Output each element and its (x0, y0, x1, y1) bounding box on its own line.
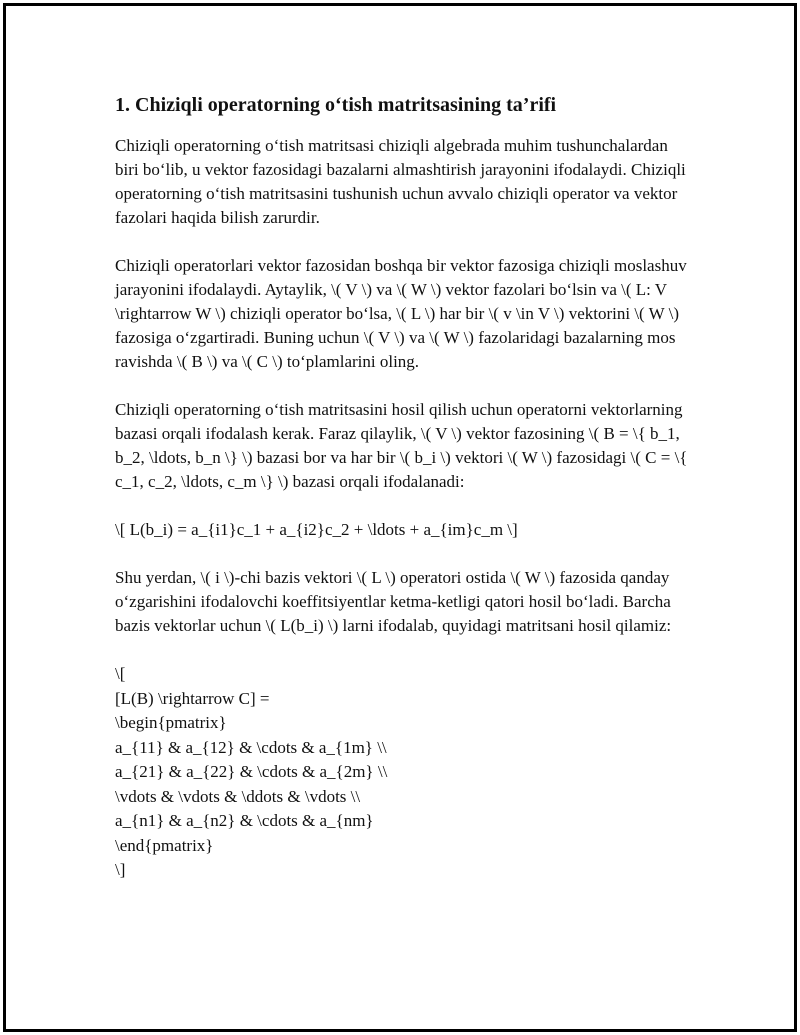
matrix-line: \[ (115, 664, 126, 683)
matrix-line: a_{n1} & a_{n2} & \cdots & a_{nm} (115, 811, 374, 830)
basis-formula: \[ L(b_i) = a_{i1}c_1 + a_{i2}c_2 + \ldots + a_{im}c_m \] (115, 520, 518, 539)
matrix-line: \] (115, 860, 126, 879)
matrix-formula (115, 662, 695, 883)
matrix-line: a_{11} & a_{12} & \cdots & a_{1m} \\ (115, 737, 387, 757)
matrix-line: \vdots & \vdots & \ddots & \vdots \\ (115, 786, 361, 806)
paragraph-intro: Chiziqli operatorning o‘tish matritsasi chiziqli algebrada muhim tushunchalardan biri bo‘lib, u vektor fazosidagi bazalarni almashtirish jarayonini ifodalaydi. Chiziqli operatorning o‘tish matritsasini tushunish uchun avvalo chiziqli operator va vektor fazolari haqida bilish zarurdir. (115, 136, 686, 227)
document-body (115, 92, 695, 883)
paragraph-basis: Chiziqli operatorning o‘tish matritsasini hosil qilish uchun operatorni vektorlarning bazasi orqali ifodalash kerak. Faraz qilaylik, \( V \) vektor fazosining \( B = \{ b_1, b_2, \ldots, b_n \} \) bazasi bor va har bir \( b_i \) vektori \( W \) fazosidagi \( C = \{ c_1, c_2, \ldots, c_m \} \) bazasi orqali ifodalanadi: (115, 400, 688, 491)
matrix-line: \end{pmatrix} (115, 835, 214, 855)
paragraph-coefficients: Shu yerdan, \( i \)-chi bazis vektori \( L \) operatori ostida \( W \) fazosida qanday o‘zgarishini ifodalovchi koeffitsiyentlar ketma-ketligi qatori hosil bo‘ladi. Barcha bazis vektorlar uchun \( L(b_i) \) larni ifodalab, quyidagi matritsani hosil qilamiz: (115, 568, 672, 635)
matrix-line: \begin{pmatrix} (115, 713, 227, 732)
section-heading: 1. Chiziqli operatorning o‘tish matritsasining ta’rifi (115, 94, 557, 116)
matrix-line: [L(B) \rightarrow C] = (115, 688, 270, 708)
paragraph-operators: Chiziqli operatorlari vektor fazosidan boshqa bir vektor fazosiga chiziqli moslashuv jarayonini ifodalaydi. Aytaylik, \( V \) va \( W \) vektor fazolari bo‘lsin va \( L: V \rightarrow W \) chiziqli operator bo‘lsa, \( L \) har bir \( v \in V \) vektorini \( W \) fazosiga o‘zgartiradi. Buning uchun \( V \) va \( W \) fazolaridagi bazalarning mos ravishda \( B \) va \( C \) to‘plamlarini oling. (115, 256, 687, 371)
matrix-line: a_{21} & a_{22} & \cdots & a_{2m} \\ (115, 762, 388, 781)
